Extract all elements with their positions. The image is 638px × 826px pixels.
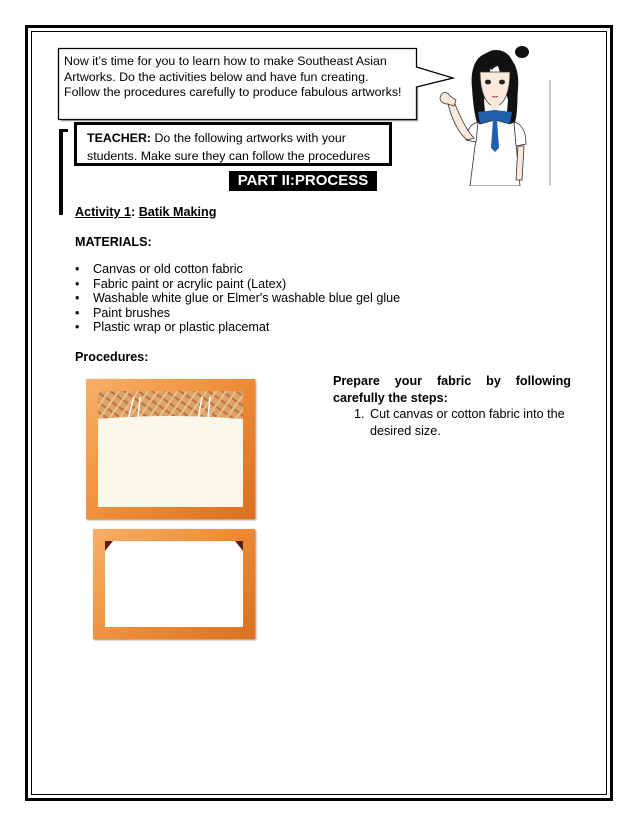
activity-heading	[75, 205, 216, 219]
step-number: 1.	[354, 407, 365, 421]
materials-heading: MATERIALS:	[75, 235, 152, 249]
activity-name: Batik Making	[138, 205, 217, 219]
teacher-note	[74, 122, 392, 166]
teacher-label: TEACHER:	[87, 131, 152, 145]
list-item	[354, 406, 572, 440]
procedure-intro-line2: carefully the steps:	[333, 391, 448, 405]
list-item: • Washable white glue or Elmer's washable blue gel glue	[75, 291, 400, 306]
fabric-photo-frame	[86, 379, 255, 519]
steps-list	[354, 406, 572, 440]
step-text: Cut canvas or cotton fabric into the desired size.	[370, 407, 565, 438]
speech-bubble	[57, 47, 417, 121]
list-item: • Fabric paint or acrylic paint (Latex)	[75, 277, 400, 292]
part-title: PART II:PROCESS	[229, 171, 377, 191]
cut-fabric-photo-frame	[93, 529, 255, 639]
teacher-girl-illustration-icon	[436, 40, 551, 186]
list-item: • Canvas or old cotton fabric	[75, 262, 400, 277]
procedure-intro-line1: Prepare your fabric by following	[333, 374, 571, 388]
procedures-heading: Procedures:	[75, 350, 149, 364]
speech-text: Now it’s time for you to learn how to make Southeast Asian Artworks. Do the activities below and have fun creating. Follow the procedures carefully to produce fabulous artworks!	[64, 54, 402, 99]
fabric-photo	[98, 391, 243, 507]
list-item: • Paint brushes	[75, 306, 400, 321]
activity-separator: :	[131, 205, 139, 219]
materials-list	[75, 262, 400, 335]
activity-number: Activity 1	[75, 205, 131, 219]
cut-fabric-photo	[105, 541, 243, 627]
bracket-mark-icon	[59, 129, 68, 215]
teacher-text: Do the following artworks with your students. Make sure they can follow the procedures	[87, 131, 371, 163]
list-item: • Plastic wrap or plastic placemat	[75, 320, 400, 335]
procedure-intro	[333, 373, 571, 407]
